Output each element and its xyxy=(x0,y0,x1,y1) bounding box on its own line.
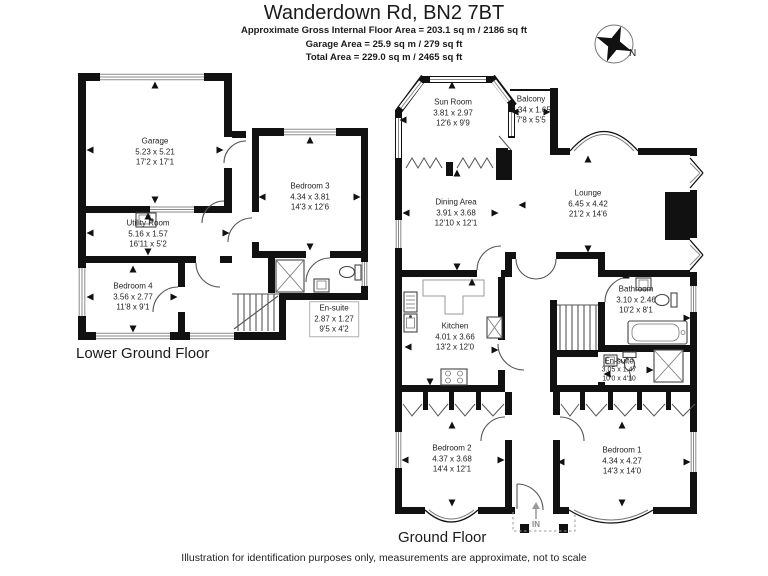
lower-floor-label: Lower Ground Floor xyxy=(76,345,210,362)
kitchen-sink-icon xyxy=(404,292,417,332)
stove-icon xyxy=(441,369,467,385)
room-label-ensuite-ground: En-suite 3.05 x 1.47 10'0 x 4'10 xyxy=(601,356,637,383)
compass-north-label: N xyxy=(629,48,637,59)
total-area-line: Total Area = 229.0 sq m / 2465 sq ft xyxy=(305,52,463,63)
compass-icon xyxy=(589,19,638,68)
ensuite-shower-icon xyxy=(654,350,683,382)
room-label-bedroom4: Bedroom 4 3.56 x 2.77 11'8 x 9'1 xyxy=(113,281,153,312)
bathtub-icon xyxy=(628,321,687,344)
gross-area-line: Approximate Gross Internal Floor Area = 203.1 sq m / 2186 sq ft xyxy=(240,25,528,36)
disclaimer-text: Illustration for identification purposes only, measurements are approximate, not to scale xyxy=(181,552,587,564)
room-label-bedroom2: Bedroom 2 4.37 x 3.68 14'4 x 12'1 xyxy=(432,443,472,474)
bedroom2-bay-window xyxy=(425,510,478,522)
stairs-ground-icon xyxy=(557,305,598,350)
entrance-in-label: IN xyxy=(532,520,540,529)
boiler-cupboard-icon xyxy=(487,317,502,338)
bedroom1-bay-window xyxy=(569,510,653,523)
lounge-bay-window xyxy=(570,132,638,152)
room-label-dining: Dining Area 3.91 x 3.68 12'10 x 12'1 xyxy=(434,197,478,228)
room-label-kitchen: Kitchen 4.01 x 3.66 13'2 x 12'0 xyxy=(435,321,475,352)
entrance-arrow-icon xyxy=(532,502,540,519)
room-label-bedroom1: Bedroom 1 4.34 x 4.27 14'3 x 14'0 xyxy=(602,445,642,476)
room-label-utility: Utility Room 5.16 x 1.57 16'11 x 5'2 xyxy=(126,218,170,249)
room-label-garage: Garage 5.23 x 5.21 17'2 x 17'1 xyxy=(135,136,175,167)
sink-lower-icon xyxy=(314,279,329,292)
room-label-sunroom: Sun Room 3.81 x 2.97 12'6 x 9'9 xyxy=(433,97,473,128)
room-label-lounge: Lounge 6.45 x 4.42 21'2 x 14'6 xyxy=(568,188,608,219)
room-label-bathroom: Bathroom 3.10 x 2.46 10'2 x 8'1 xyxy=(616,284,656,315)
room-label-ensuite-lower: En-suite 2.87 x 1.27 9'5 x 4'2 xyxy=(309,301,359,337)
room-label-balcony: Balcony 2.34 x 1.65 7'8 x 5'5 xyxy=(511,94,551,125)
bathroom-toilet-icon xyxy=(655,293,677,307)
room-label-bedroom3: Bedroom 3 4.34 x 3.81 14'3 x 12'6 xyxy=(290,181,330,212)
wardrobe-doors xyxy=(403,404,695,416)
garage-area-line: Garage Area = 25.9 sq m / 279 sq ft xyxy=(305,39,463,50)
shower-lower-icon xyxy=(276,260,304,292)
ground-floor-label: Ground Floor xyxy=(398,529,487,546)
toilet-lower-icon xyxy=(340,265,362,280)
stairs-lower-icon xyxy=(232,294,280,331)
page-title: Wanderdown Rd, BN2 7BT xyxy=(263,2,505,24)
